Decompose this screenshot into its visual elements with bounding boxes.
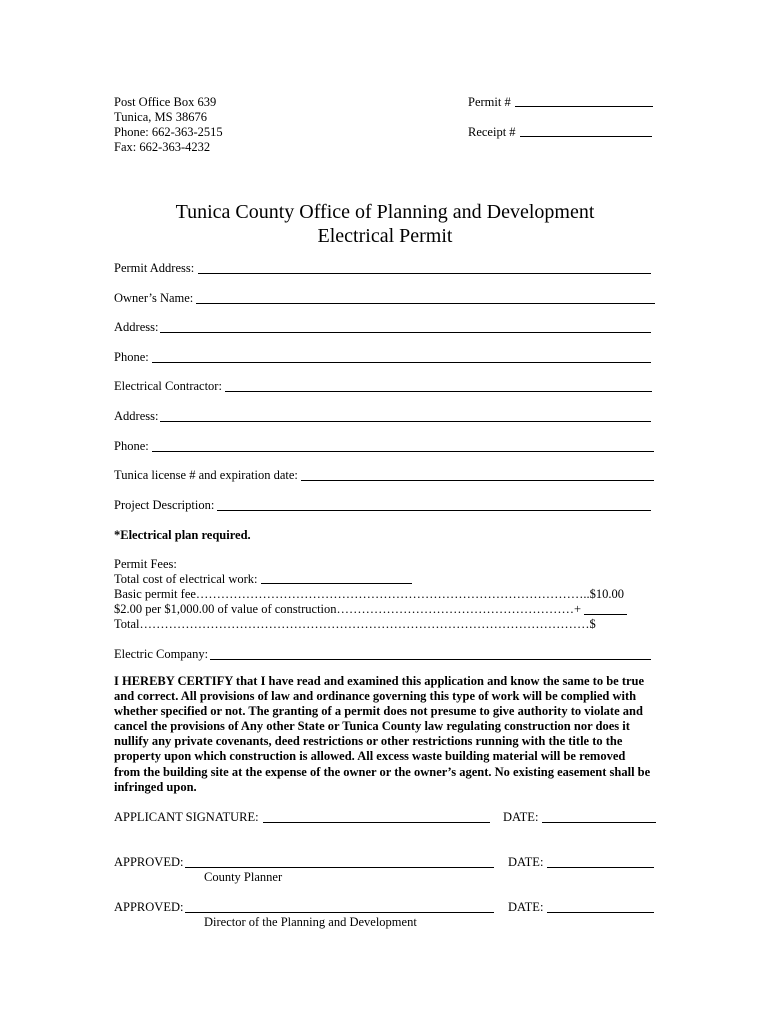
receipt-number-field[interactable] [520, 136, 652, 137]
owner-name-label: Owner’s Name: [114, 291, 194, 305]
contractor-address-label: Address: [114, 409, 159, 423]
permit-address-label: Permit Address: [114, 261, 195, 275]
electric-company-label: Electric Company: [114, 647, 209, 661]
applicant-date-label: DATE: [503, 810, 539, 824]
tunica-license-field[interactable] [301, 480, 654, 481]
planner-date-label: DATE: [508, 855, 544, 869]
per-thousand-fee-line: $2.00 per $1,000.00 of value of construction…………………………………………………+ [114, 602, 582, 616]
electrical-contractor-field[interactable] [225, 391, 652, 392]
director-date-label: DATE: [508, 900, 544, 914]
county-planner-caption: County Planner [204, 870, 283, 884]
permit-address-field[interactable] [198, 273, 651, 274]
office-address-line-2: Tunica, MS 38676 [114, 110, 207, 124]
owner-address-field[interactable] [160, 332, 651, 333]
applicant-signature-label: APPLICANT SIGNATURE: [114, 810, 259, 824]
contractor-address-field[interactable] [160, 421, 651, 422]
approved-planner-label: APPROVED: [114, 855, 184, 869]
basic-permit-fee-line: Basic permit fee…………………………………………………………………………………..$10.00 [114, 587, 625, 601]
project-description-field[interactable] [217, 510, 651, 511]
contractor-phone-field[interactable] [152, 451, 654, 452]
applicant-signature-field[interactable] [263, 822, 490, 823]
office-address-line-1: Post Office Box 639 [114, 95, 217, 109]
total-fee-line: Total………………………………………………………………………………………………$ [114, 617, 596, 631]
project-description-label: Project Description: [114, 498, 215, 512]
owner-address-label: Address: [114, 320, 159, 334]
page-subtitle: Electrical Permit [317, 225, 453, 247]
contractor-phone-label: Phone: [114, 439, 149, 453]
permit-fees-heading: Permit Fees: [114, 557, 177, 571]
applicant-date-field[interactable] [542, 822, 656, 823]
electric-company-field[interactable] [210, 659, 651, 660]
county-planner-signature-field[interactable] [185, 867, 494, 868]
owner-name-field[interactable] [196, 303, 655, 304]
tunica-license-label: Tunica license # and expiration date: [114, 468, 298, 482]
per-thousand-fee-field[interactable] [584, 614, 627, 615]
page-title: Tunica County Office of Planning and Development [175, 201, 595, 223]
certification-statement: I HEREBY CERTIFY that I have read and examined this application and know the same to be true and correct. All provisions of law and ordinance governing this type of work will be complied with whether specified or not. The granting of a permit does not presume to give authority to violate and cancel the provisions of Any other State or Tunica County law regulating construction nor does it nullify any private covenants, deed restrictions or other restrictions running with the title to the property upon which construction is allowed. All excess waste building material will be removed from the building site at the expense of the owner or the owner’s agent. No existing easement shall be infringed upon. [114, 674, 651, 794]
total-cost-field[interactable] [261, 583, 412, 584]
permit-number-label: Permit # [468, 95, 511, 109]
office-fax: Fax: 662-363-4232 [114, 140, 211, 154]
permit-number-field[interactable] [515, 106, 653, 107]
owner-phone-label: Phone: [114, 350, 149, 364]
electrical-plan-note: *Electrical plan required. [114, 528, 251, 542]
office-phone: Phone: 662-363-2515 [114, 125, 223, 139]
director-date-field[interactable] [547, 912, 654, 913]
planner-date-field[interactable] [547, 867, 654, 868]
electrical-contractor-label: Electrical Contractor: [114, 379, 222, 393]
receipt-number-label: Receipt # [468, 125, 516, 139]
approved-director-label: APPROVED: [114, 900, 184, 914]
total-cost-label: Total cost of electrical work: [114, 572, 258, 586]
owner-phone-field[interactable] [152, 362, 651, 363]
director-signature-field[interactable] [185, 912, 494, 913]
director-caption: Director of the Planning and Development [204, 915, 417, 929]
